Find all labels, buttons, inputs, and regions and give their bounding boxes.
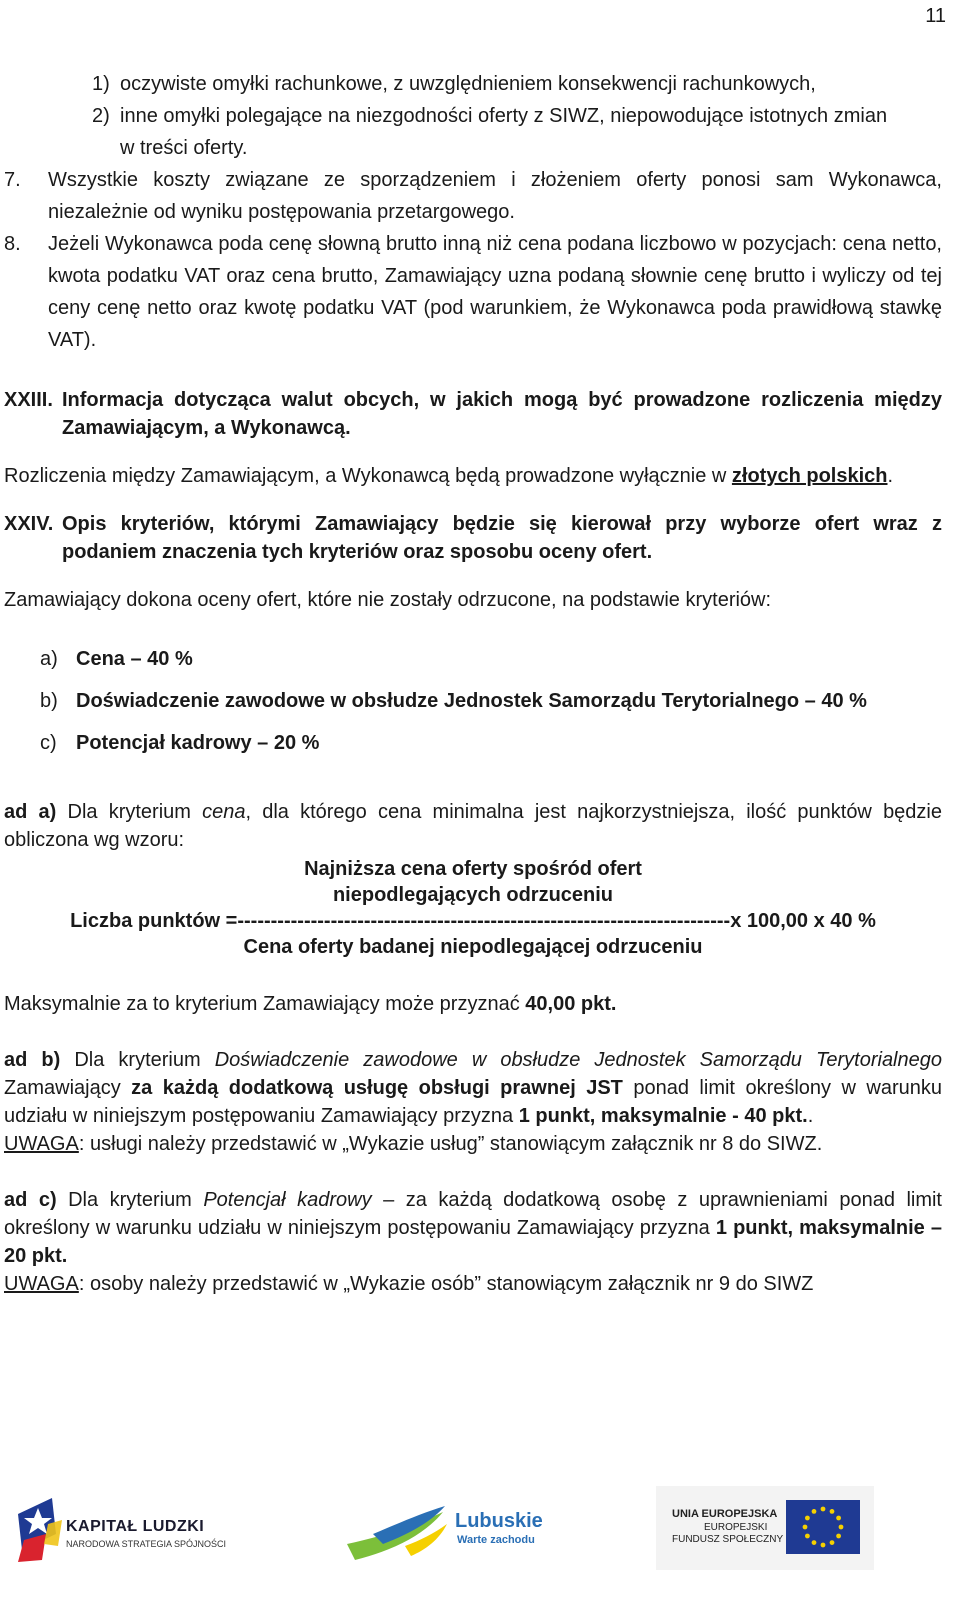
paragraph-text: . xyxy=(807,1105,814,1127)
criterion-item xyxy=(40,722,942,764)
formula-numerator-2: niepodlegających odrzuceniu xyxy=(332,884,614,906)
criterion-letter: c) xyxy=(40,732,57,754)
criteria-intro: Zamawiający dokona oceny ofert, które nie zostały odrzucone, na podstawie kryteriów: xyxy=(4,589,772,611)
paragraph-text: ponad limit określony w warunku udziału w niniejszym postępowaniu Zamawiający przyzna xyxy=(4,1077,942,1127)
kapital-ludzki-title: KAPITAŁ LUDZKI xyxy=(66,1518,205,1535)
eu-flag-icon xyxy=(786,1500,860,1554)
formula-rhs: x 100,00 x 40 % xyxy=(730,910,876,932)
list-item-number: 1) xyxy=(92,73,110,95)
ad-b-paragraph xyxy=(4,1046,942,1130)
ad-a-paragraph xyxy=(4,798,942,854)
paragraph-text: – za każdą dodatkową osobę z uprawnieniami ponad limit określony w warunku udziału w niniejszym postępowaniu Zamawiający przyzna xyxy=(4,1189,942,1239)
note-text: : usługi należy przedstawić w „Wykazie usług” stanowiącym załącznik nr 8 do SIWZ. xyxy=(78,1133,823,1155)
criterion-label: Potencjał kadrowy – 20 % xyxy=(76,732,320,754)
list-item-7 xyxy=(4,164,942,228)
paragraph-text: . xyxy=(887,465,894,487)
list-item-continuation: w treści oferty. xyxy=(120,137,248,159)
paragraph-text: 1 punkt, maksymalnie – 20 pkt. xyxy=(4,1217,943,1267)
paragraph-text: 1 punkt, maksymalnie - 40 pkt. xyxy=(518,1105,808,1127)
list-item-text: Jeżeli Wykonawca poda cenę słowną brutto inną niż cena podana liczbowo w pozycjach: cena netto, kwota podatku VAT oraz cena brutto, Zamawiający uzna podaną słownie cenę brutto i wyliczy od tej ceny cenę netto oraz kwotę podatku VAT (pod warunkiem, że Wykonawca poda prawidłową stawkę VAT). xyxy=(48,233,942,351)
paragraph-text: za każdą dodatkową usługę obsługi prawnej JST xyxy=(131,1077,623,1099)
lubuskie-swoosh-icon xyxy=(345,1504,450,1564)
list-item-number: 8. xyxy=(4,233,21,255)
section-title: Opis kryteriów, którymi Zamawiający będzie się kierował przy wyborze ofert wraz z podaniem znaczenia tych kryteriów oraz sposobu oceny ofert. xyxy=(62,513,942,563)
formula-fraction-bar: -------------------------------------------------------------------------- xyxy=(237,910,731,932)
paragraph-text: cena xyxy=(202,801,246,823)
formula-numerator-1: Najniższa cena oferty spośród ofert xyxy=(304,858,642,880)
list-item-number: 7. xyxy=(4,169,21,191)
criterion-label: Doświadczenie zawodowe w obsłudze Jednostek Samorządu Terytorialnego – 40 % xyxy=(76,690,867,712)
section-title: Informacja dotycząca walut obcych, w jakich mogą być prowadzone rozliczenia między Zamawiającym, a Wykonawcą. xyxy=(62,389,942,439)
paragraph-lead: ad b) xyxy=(4,1049,61,1071)
ad-b-note xyxy=(4,1130,942,1158)
list-item-number: 2) xyxy=(92,105,110,127)
paragraph-text: Dla kryterium xyxy=(56,801,203,823)
lubuskie-subtitle: Warte zachodu xyxy=(457,1534,535,1546)
paragraph-text: Zamawiający xyxy=(4,1077,132,1099)
paragraph-lead: ad c) xyxy=(4,1189,57,1211)
list-item-text: inne omyłki polegające na niezgodności oferty z SIWZ, niepowodujące istotnych zmian xyxy=(120,105,888,127)
eu-title: UNIA EUROPEJSKA xyxy=(672,1508,778,1520)
max-points-paragraph xyxy=(4,990,942,1018)
kapital-ludzki-emblem-icon xyxy=(12,1494,64,1566)
paragraph-text: Dla kryterium xyxy=(60,1049,215,1071)
note-text: : osoby należy przedstawić w „Wykazie osób” stanowiącym załącznik nr 9 do SIWZ xyxy=(78,1273,814,1295)
footer-logos xyxy=(0,1480,960,1580)
section-number: XXIV. xyxy=(4,513,54,535)
formula-denominator: Cena oferty badanej niepodlegającej odrzuceniu xyxy=(243,936,703,958)
currency-paragraph xyxy=(4,460,942,492)
section-number: XXIII. xyxy=(4,389,53,411)
note-label: UWAGA xyxy=(4,1133,79,1155)
lubuskie-logo xyxy=(345,1498,555,1570)
list-item-8 xyxy=(4,228,942,356)
document-body xyxy=(4,68,942,1298)
criterion-item xyxy=(40,638,942,680)
criterion-label: Cena – 40 % xyxy=(76,648,193,670)
paragraph-text: Rozliczenia między Zamawiającym, a Wykonawcą będą prowadzone wyłącznie w xyxy=(4,465,732,487)
section-heading-xxiii xyxy=(4,386,942,442)
paragraph-text: Maksymalnie za to kryterium Zamawiający może przyznać xyxy=(4,993,526,1015)
eu-fund-line2: FUNDUSZ SPOŁECZNY xyxy=(672,1534,784,1545)
paragraph-text: Potencjał kadrowy xyxy=(203,1189,372,1211)
paragraph-text: Doświadczenie zawodowe w obsłudze Jednostek Samorządu Terytorialnego xyxy=(214,1049,942,1071)
lubuskie-title: Lubuskie xyxy=(455,1510,543,1532)
currency-name: złotych polskich xyxy=(731,465,888,487)
formula-lhs: Liczba punktów = xyxy=(70,910,238,932)
list-item xyxy=(4,100,942,132)
paragraph-lead: ad a) xyxy=(4,801,57,823)
eu-fund-line1: EUROPEJSKI xyxy=(704,1522,768,1533)
list-item-text: Wszystkie koszty związane ze sporządzeniem i złożeniem oferty ponosi sam Wykonawca, niezależnie od wyniku postępowania przetargowego. xyxy=(48,169,942,223)
paragraph-text: 40,00 pkt. xyxy=(525,993,617,1015)
criterion-letter: a) xyxy=(40,648,58,670)
criterion-letter: b) xyxy=(40,690,58,712)
note-label: UWAGA xyxy=(4,1273,79,1295)
list-item-text: oczywiste omyłki rachunkowe, z uwzględnieniem konsekwencji rachunkowych, xyxy=(120,73,816,95)
page-number: 11 xyxy=(925,5,946,27)
section-heading-xxiv xyxy=(4,510,942,566)
eu-efs-logo xyxy=(656,1486,874,1570)
kapital-ludzki-subtitle: NARODOWA STRATEGIA SPÓJNOŚCI xyxy=(66,1539,227,1549)
criterion-item xyxy=(40,680,942,722)
paragraph-text: , dla którego cena minimalna jest najkorzystniejsza, ilość punktów będzie obliczona wg wzoru: xyxy=(4,801,942,851)
kapital-ludzki-logo xyxy=(8,1492,238,1568)
formula-main-line xyxy=(4,908,942,934)
criteria-list xyxy=(4,638,942,764)
ad-c-paragraph xyxy=(4,1186,942,1270)
list-item xyxy=(4,68,942,100)
ad-c-note xyxy=(4,1270,942,1298)
paragraph-text: Dla kryterium xyxy=(56,1189,204,1211)
